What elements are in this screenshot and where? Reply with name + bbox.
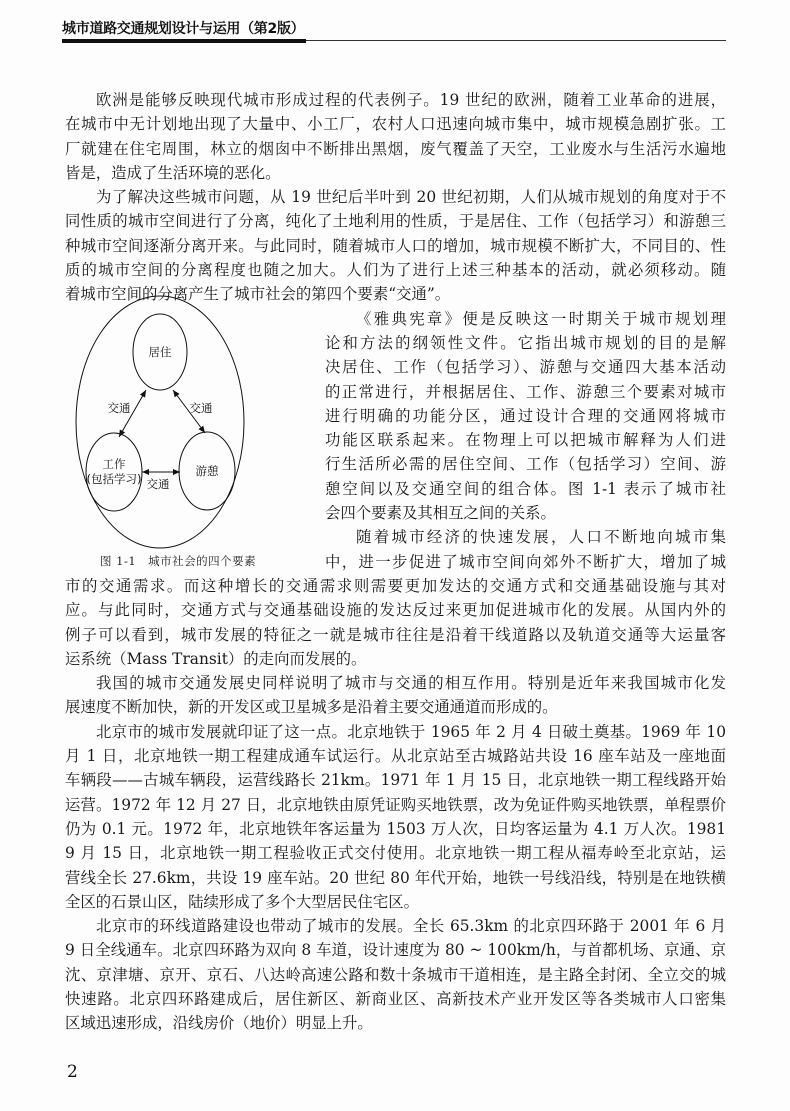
node-work-sublabel: (包括学习) [86,472,142,486]
figure-caption: 图 1-1 城市社会的四个要素 [100,554,257,568]
paragraph [65,185,726,306]
text-line: 9 日全线通车。北京四环路为双向 8 车道，设计速度为 80 ~ 100km/h，与首都机场、京通、京 [65,941,726,960]
running-header-title: 城市道路交通规划设计与运用（第2版） [62,21,305,37]
text-line: 市的交通需求。而这种增长的交通需求则需要更加发达的交通方式和交通基础设施与其对 [65,576,726,595]
paragraph-athens-charter [65,307,726,526]
text-line: 决居住、工作（包括学习）、游憩与交通四大基本活动 [325,358,726,377]
text-line: 北京市的环线道路建设也带动了城市的发展。全长 65.3km 的北京四环路于 2001 年 6 月 [96,917,726,936]
text-line: 进行明确的功能分区，通过设计合理的交通网将城市 [325,406,726,425]
edge-label-right: 交通 [189,401,213,415]
text-line: 北京市的城市发展就印证了这一点。北京地铁于 1965 年 2 月 4 日破土奠基。1969 年 10 [96,722,726,741]
text-line: 运营。1972 年 12 月 27 日，北京地铁由原凭证购买地铁票，改为免证件购买地铁票，单程票价 [65,795,726,814]
paragraph [65,671,726,720]
text-line: 为了解决这些城市问题，从 19 世纪后半叶到 20 世纪初期，人们从城市规划的角度对于不 [96,188,726,207]
node-residence-label: 居住 [148,345,172,359]
text-line: 沈、京津塘、京开、京石、八达岭高速公路和数十条城市干道相连，是主路全封闭、全立交的城 [65,965,726,984]
text-line: 《雅典宪章》便是反映这一时期关于城市规划理 [356,309,726,328]
text-line: 会四个要素及其相互之间的关系。 [325,504,556,523]
text-line: 同性质的城市空间进行了分离，纯化了土地利用的性质，于是居住、工作（包括学习）和游憩三 [65,212,726,231]
paragraph [65,88,726,185]
text-line: 我国的城市交通发展史同样说明了城市与交通的相互作用。特别是近年来我国城市化发 [96,674,726,693]
paragraph-beijing-subway [65,720,726,914]
page-number: 2 [67,1062,78,1082]
text-line: 着城市空间的分离产生了城市社会的第四个要素“交通”。 [65,285,451,304]
text-line: 种城市空间逐渐分离开来。与此同时，随着城市人口的增加，城市规模不断扩大，不同目的、性 [65,236,726,255]
text-line: 展速度不断加快，新的开发区或卫星城多是沿着主要交通通道而形成的。 [65,698,558,717]
text-line: 欧洲是能够反映现代城市形成过程的代表例子。19 世纪的欧洲，随着工业革命的进展， [96,91,726,109]
text-line: 在城市中无计划地出现了大量中、小工厂，农村人口迅速向城市集中，城市规模急剧扩张。工 [65,115,726,134]
body-text [65,88,726,1036]
text-line: 皆是，造成了生活环境的恶化。 [65,163,281,182]
text-line: 随着城市经济的快速发展，人口不断地向城市集 [356,528,726,547]
text-line: 快速路。北京四环路建成后，居住新区、新商业区、高新技术产业开发区等各类城市人口密集 [65,989,726,1008]
node-work-label: 工作 [102,457,126,471]
paragraph [65,525,726,671]
node-recreation-label: 游憩 [195,464,219,478]
text-line: 区域迅速形成，沿线房价（地价）明显上升。 [65,1014,373,1033]
text-line: 例子可以看到，城市发展的特征之一就是城市往往是沿着干线道路以及轨道交通等大运量客 [65,625,726,644]
text-line: 仍为 0.1 元。1972 年，北京地铁年客运量为 1503 万人次，日均客运量为 4.1 万人次。1981 [65,819,726,838]
text-line: 营线全长 27.6km，共设 19 座车站。20 世纪 80 年代开始，地铁一号线沿线，特别是在地铁横 [65,868,726,887]
text-line: 厂就建在住宅周围，林立的烟囱中不断排出黑烟，废气覆盖了天空，工业废水与生活污水遍地 [65,139,726,158]
text-line: 月 1 日，北京地铁一期工程建成通车试运行。从北京站至古城路站共设 16 座车站及一座地面 [65,747,726,766]
text-line: 质的城市空间的分离程度也随之加大。人们为了进行上述三种基本的活动，就必须移动。随 [65,261,726,280]
text-line: 憩空间以及交通空间的组合体。图 1-1 表示了城市社 [325,479,726,498]
text-line: 全区的石景山区，陆续形成了多个大型居民住宅区。 [65,892,419,911]
header-rule-thick [62,39,306,43]
edge-label-bottom: 交通 [146,477,170,491]
text-line: 功能区联系起来。在物理上可以把城市解释为人们进 [325,431,726,450]
text-line: 9 月 15 日，北京地铁一期工程验收正式交付使用。北京地铁一期工程从福寿岭至北京站，运 [65,844,726,863]
text-line: 车辆段——古城车辆段，运营线路长 21km。1971 年 1 月 15 日，北京地铁一期工程线路开始 [65,771,726,790]
text-line: 中，进一步促进了城市空间向郊外不断扩大，增加了城 [325,552,726,571]
text-line: 运系统（Mass Transit）的走向而发展的。 [65,649,367,668]
text-line: 的正常进行，并根据居住、工作、游憩三个要素对城市 [325,382,726,401]
text-line: 行生活所必需的居住空间、工作（包括学习）空间、游 [325,455,726,474]
paragraph-beijing-ring-road [65,914,726,1035]
text-line: 应。与此同时，交通方式与交通基础设施的发达反过来更加促进城市化的发展。从国内外的 [65,601,726,620]
text-line: 论和方法的纲领性文件。它指出城市规划的目的是解 [325,333,726,352]
edge-label-left: 交通 [107,401,131,415]
